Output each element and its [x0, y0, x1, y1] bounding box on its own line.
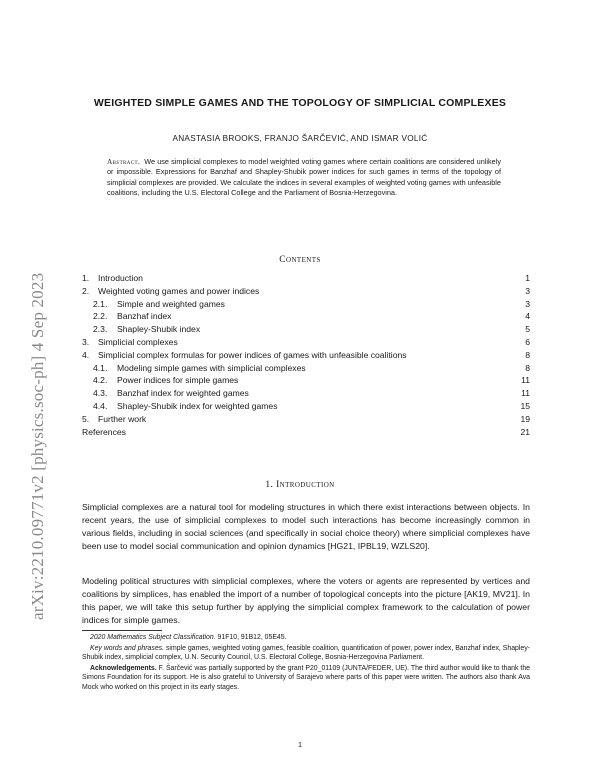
abstract: [107, 157, 501, 199]
toc-entry-title: Further work: [98, 413, 147, 424]
toc-entry-title: References: [82, 426, 126, 437]
toc-entry-title: Shapley-Shubik index for weighted games: [117, 400, 278, 411]
toc-entry-number: 2.: [82, 285, 90, 296]
toc-entry-page: 11: [521, 375, 530, 386]
toc-entry[interactable]: [82, 413, 530, 426]
toc-entry-number: 4.1.: [93, 362, 108, 373]
msc-footnote: [82, 633, 530, 643]
toc-entry[interactable]: [82, 362, 530, 375]
page-number: 1: [297, 740, 303, 749]
toc-entry[interactable]: [82, 336, 530, 349]
toc-entry-title: Modeling simple games with simplicial complexes: [117, 362, 306, 373]
toc-entry[interactable]: [82, 426, 530, 439]
toc-entry-title: Banzhaf index: [117, 311, 172, 322]
toc-entry-number: 3.: [82, 336, 90, 347]
acknowledgements-label: Acknowledgements.: [90, 664, 157, 672]
toc-entry-number: 2.2.: [93, 311, 108, 322]
footnotes: [82, 633, 530, 694]
toc-entry-page: 8: [525, 349, 530, 360]
toc-entry-page: 5: [525, 324, 530, 335]
toc-entry-number: 4.4.: [93, 400, 108, 411]
toc-entry-title: Simplicial complex formulas for power indices of games with unfeasible coalitions: [98, 349, 407, 360]
toc-entry-page: 15: [520, 400, 530, 411]
toc-entry-title: Introduction: [98, 273, 143, 283]
toc-entry-number: 1.: [82, 273, 90, 283]
toc-entry-page: 19: [520, 413, 530, 424]
acknowledgements-value: F. Šarčević was partially supported by the grant P20_01109 (JUNTA/FEDER, UE). The third author would like to thank the Simons Foundation for its support. He is also grateful to University of Sarajevo where parts of this paper were written. The authors also thank Ava Mock who worked on this project in its early stages.: [82, 664, 531, 691]
toc-entry[interactable]: [82, 374, 530, 387]
toc-entry-number: 5.: [82, 413, 90, 424]
toc-entry[interactable]: [82, 310, 530, 323]
author-list: ANASTASIA BROOKS, FRANJO ŠARČEVIĆ, AND ISMAR VOLIĆ: [172, 134, 428, 143]
toc-entry[interactable]: [82, 349, 530, 362]
toc-entry-page: 6: [525, 336, 530, 347]
toc-entry-number: 2.1.: [93, 298, 108, 309]
toc-entry-number: 4.2.: [93, 375, 108, 386]
keywords-footnote: [82, 644, 530, 663]
toc-entry-page: 8: [525, 362, 530, 373]
toc-entry-page: 21: [520, 426, 530, 437]
introduction-paragraph-2: Modeling political structures with simplicial complexes, where the voters or agents are represented by vertices and coalitions by simplices, has enabled the import of a number of topological concepts into the picture [AK19, MV21]. In this paper, we will take this setup further by applying the simplicial complex framework to the calculation of power indices for simple games.: [82, 576, 530, 625]
toc-entry-page: 11: [521, 388, 530, 399]
toc-entry-number: 4.: [82, 349, 90, 360]
toc-entry-title: Power indices for simple games: [117, 375, 239, 386]
toc-entry[interactable]: [82, 387, 530, 400]
msc-label: 2020 Mathematics Subject Classification.: [90, 634, 216, 641]
msc-value: 91F10, 91B12, 05E45.: [217, 634, 287, 641]
keywords-value: simple games, weighted voting games, feasible coalition, quantification of power, power index, Banzhaf index, Shapley-Shubik index, simplicial complex, U.N. Security Council, U.S. Electoral College, Bosnia-Herzegovina Parliament.: [82, 644, 530, 662]
toc-entry-page: 3: [525, 285, 530, 296]
toc-entry-title: Shapley-Shubik index: [117, 324, 201, 335]
toc-entry[interactable]: [82, 272, 530, 285]
introduction-paragraph-1: Simplicial complexes are a natural tool for modeling structures in which there exist interactions between objects. In recent years, the use of simplicial complexes to model such interactions has become increasingly common in various fields, including in social sciences (and specifically in social choice theory) where simplicial complexes have been use to model social communication and opinion dynamics [HG21, IPBL19, WZLS20].: [82, 502, 530, 551]
toc-entry-page: 1: [525, 273, 530, 283]
toc-entry-title: Weighted voting games and power indices: [98, 285, 260, 296]
acknowledgements-footnote: [82, 664, 530, 693]
introduction-heading: 1. Introduction: [265, 480, 335, 490]
arxiv-identifier-stamp: arXiv:2210.09771v2 [physics.soc-ph] 4 Sep 2023: [28, 272, 47, 620]
toc-entry[interactable]: [82, 285, 530, 298]
toc-entry-title: Simplicial complexes: [98, 336, 178, 347]
contents-heading: Contents: [279, 255, 321, 265]
keywords-label: Key words and phrases.: [90, 644, 165, 652]
abstract-label: Abstract.: [107, 157, 141, 166]
toc-entry-number: 4.3.: [93, 388, 108, 399]
footnote-rule: [82, 630, 162, 631]
paper-title: WEIGHTED SIMPLE GAMES AND THE TOPOLOGY OF SIMPLICIAL COMPLEXES: [93, 97, 507, 109]
toc-entry[interactable]: [82, 323, 530, 336]
toc-entry[interactable]: [82, 400, 530, 413]
table-of-contents: [82, 272, 530, 438]
toc-entry-title: Simple and weighted games: [117, 298, 225, 309]
toc-entry-page: 3: [525, 298, 530, 309]
toc-entry-page: 4: [525, 311, 530, 322]
toc-entry[interactable]: [82, 298, 530, 311]
toc-entry-number: 2.3.: [93, 324, 108, 335]
abstract-text: We use simplicial complexes to model weighted voting games where certain coalitions are considered unlikely or impossible. Expressions for Banzhaf and Shapley-Shubik power indices for such games in terms of the topology of simplicial complexes are provided. We calculate the indices in several examples of weighted voting games with unfeasible coalitions, including the U.S. Electoral College and the Parliament of Bosnia-Herzegovina.: [107, 157, 501, 198]
toc-entry-title: Banzhaf index for weighted games: [117, 388, 249, 399]
